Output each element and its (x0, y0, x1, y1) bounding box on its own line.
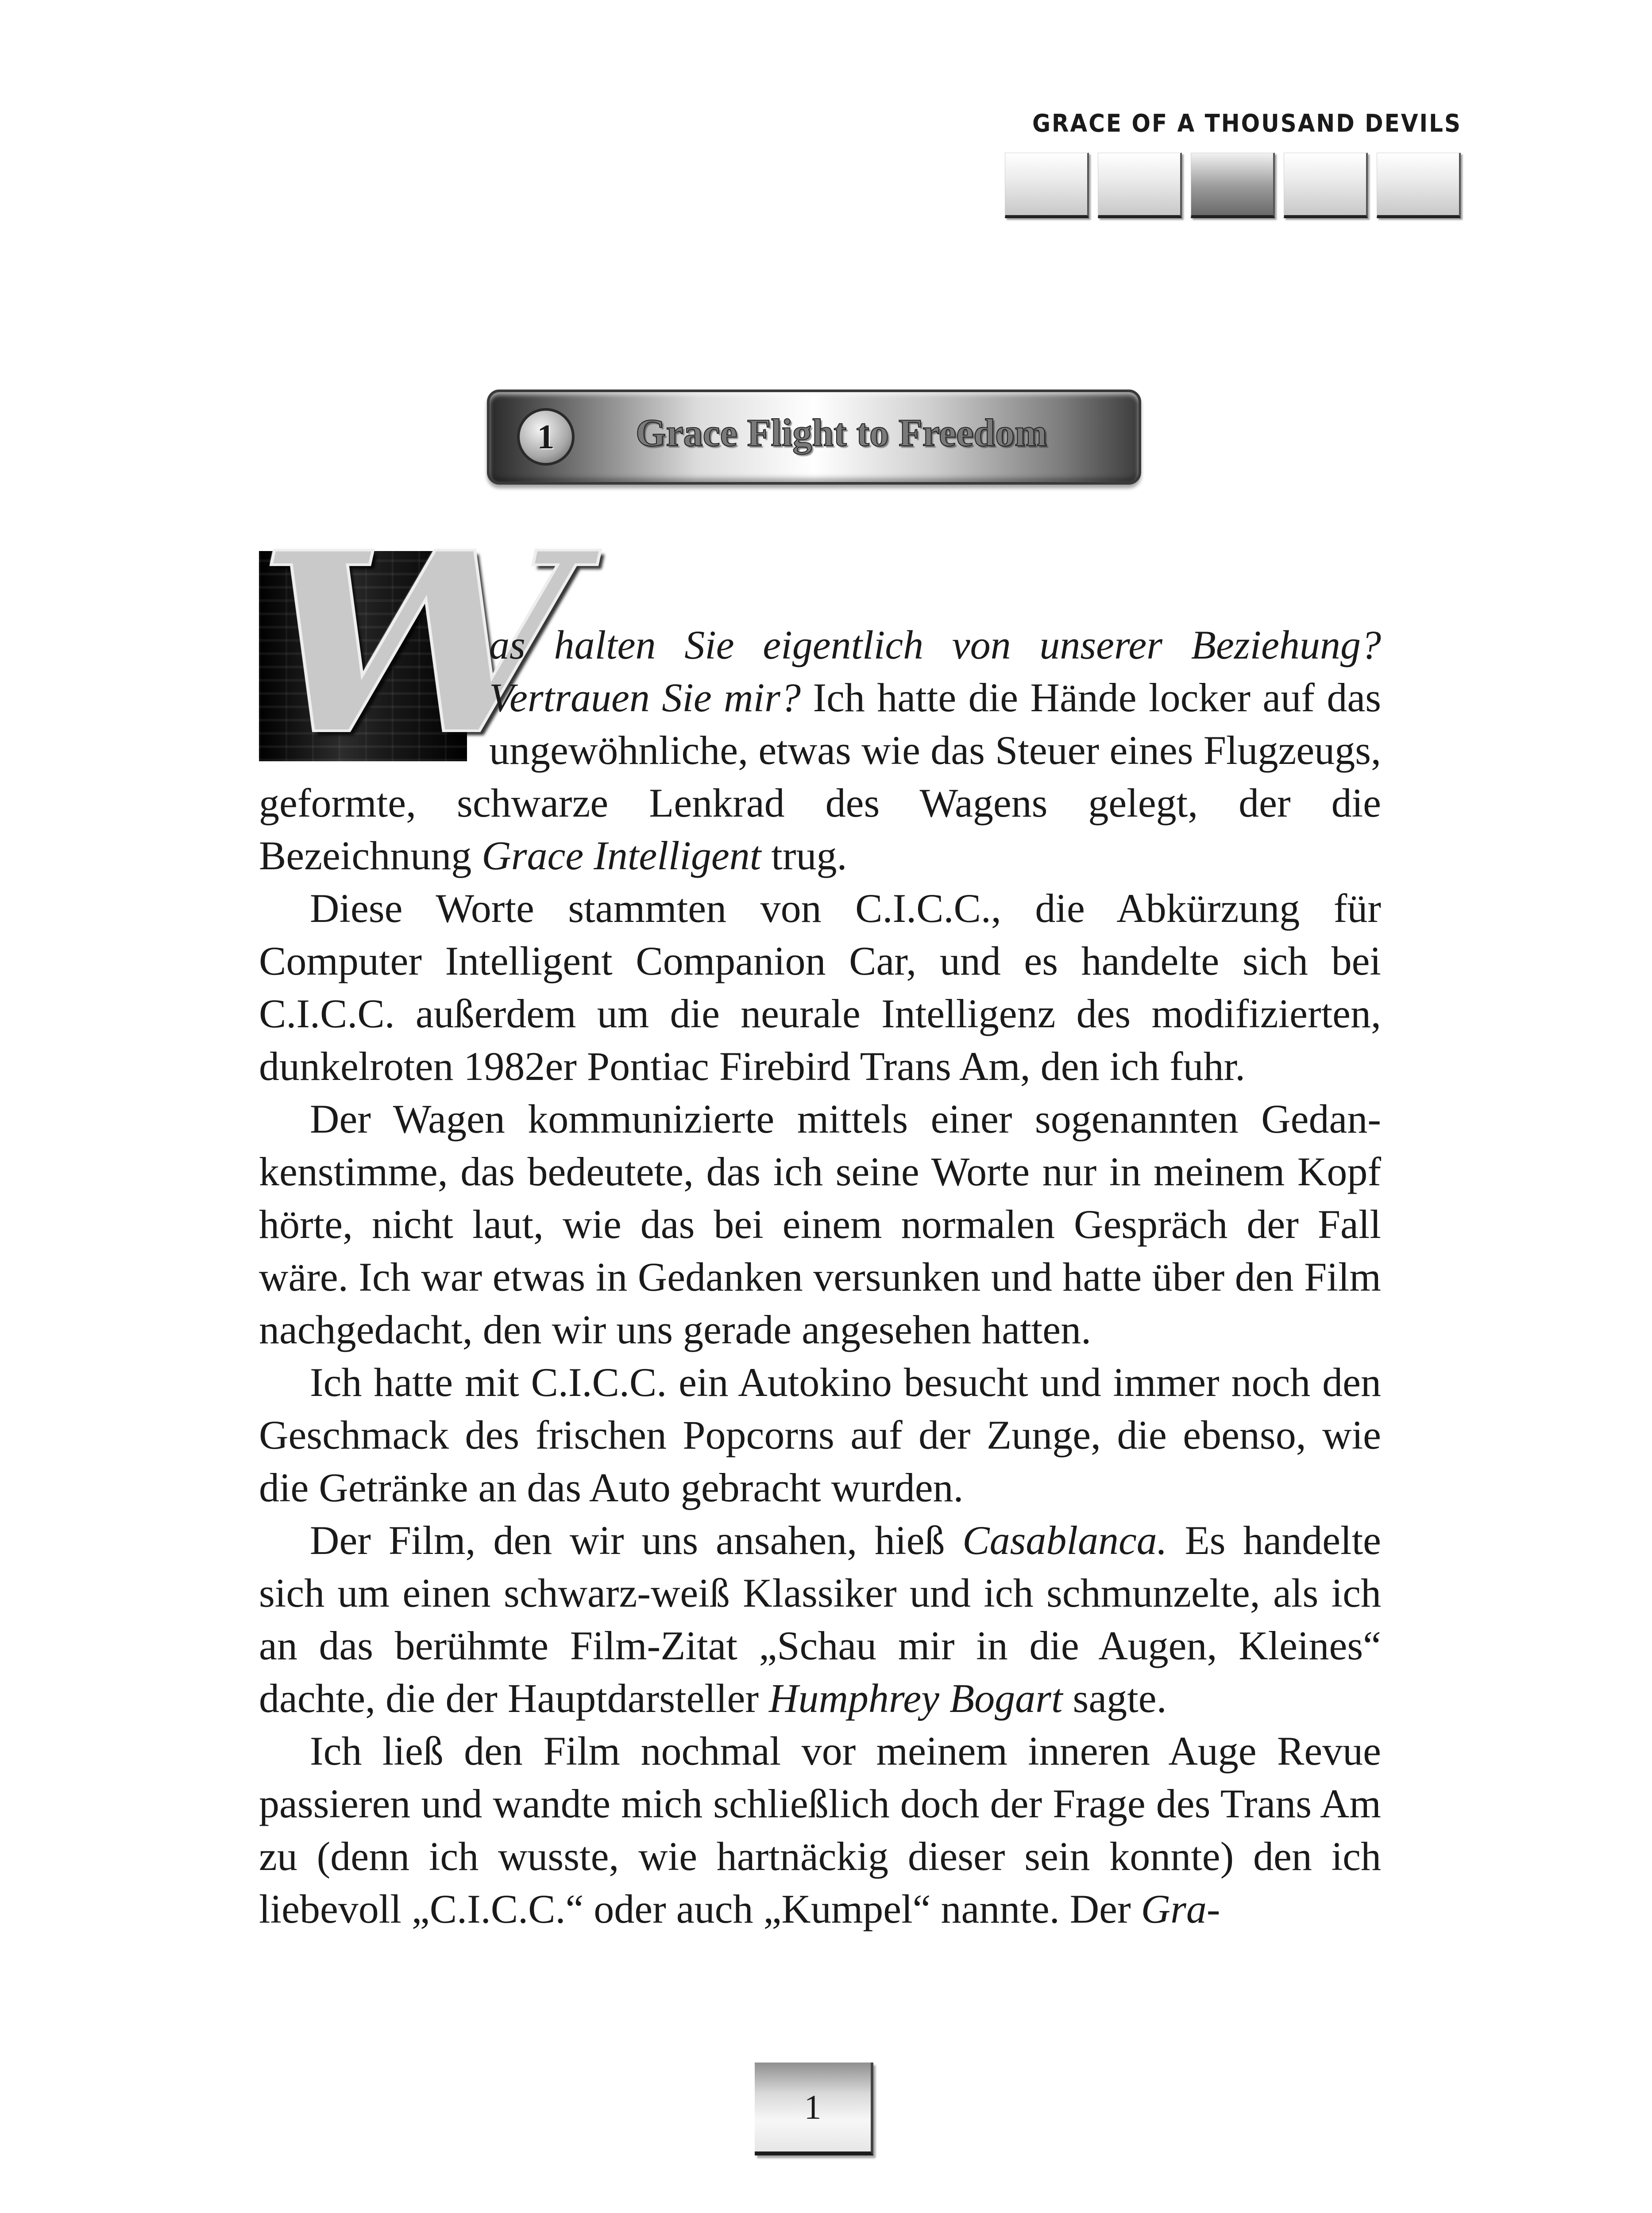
text-segment: Diese Worte stammten von C.I.C.C., die Abkürzung für Computer Intelligent Companion Car, und es handelte sich bei C.I.C.C. außerdem um die neurale Intelligenz des modifizierten, dunkelroten 1982er Pontiac Firebird Trans Am, den ich fuhr. (259, 886, 1381, 1089)
book-title: GRACE OF A THOUSAND DEVILS (1032, 109, 1462, 138)
paragraph (259, 1725, 1381, 1935)
chapter-banner (487, 389, 1141, 485)
text-segment: Es handelte sich um einen schwarz-weiß Klassiker und ich schmunzelte, als ich an das berühmte Film-Zitat „Schau mir in die Augen, Kleines“ dachte, die der Hauptdarsteller (259, 1518, 1382, 1721)
text-segment: trug. (761, 833, 847, 878)
chapter-number-badge: 1 (517, 408, 575, 466)
header-box (1377, 153, 1461, 218)
text-segment: sagte. (1062, 1676, 1167, 1721)
italic-text: Gra- (1141, 1886, 1220, 1932)
text-segment: Ich hatte mit C.I.C.C. ein Autokino besucht und immer noch den Geschmack des frischen Popcorns auf der Zunge, die ebenso, wie die Getränke an das Auto gebracht wurden. (259, 1360, 1381, 1510)
chapter-title: Grace Flight to Freedom (636, 412, 1047, 455)
header-box (1005, 153, 1089, 218)
header-box (1284, 153, 1368, 218)
paragraph (259, 1356, 1381, 1514)
header-box (1098, 153, 1182, 218)
text-segment: Der Wagen kommunizierte mittels einer sogenannten Gedankenstimme, das bedeutete, das ich seine Worte nur in meinem Kopf hörte, nicht laut, wie das bei einem normalen Gespräch der Fall wäre. Ich war etwas in Gedanken versunken und hatte über den Film nachgedacht, den wir uns gerade angesehen hatten. (259, 1096, 1381, 1352)
text-segment: Ich ließ den Film nochmal vor meinem inneren Auge Revue passieren und wandte mich schließlich doch der Frage des Trans Am zu (denn ich wusste, wie hartnäckig dieser sein konnte) den ich liebevoll „C.I.C.C.“ oder auch „Kumpel“ nannte. Der (259, 1728, 1381, 1932)
text-segment: Der Film, den wir uns ansahen, hieß (310, 1518, 963, 1563)
italic-text: Grace Intelligent (482, 833, 761, 878)
drop-cap-spacer (259, 617, 489, 763)
text-segment: Ich hatte die Hände locker auf das ungewöhnliche, etwas wie das Steuer eines Flugzeugs, geformte, schwarze Lenkrad des Wagens gelegt, der die Bezeichnung (259, 675, 1382, 878)
italic-text: Casablanca. (962, 1518, 1167, 1563)
italic-text: Humphrey Bogart (769, 1676, 1063, 1721)
header-box-active (1191, 153, 1275, 218)
italic-text: as halten Sie eigentlich von unserer Beziehung? Vertrauen Sie mir? (489, 622, 1381, 720)
chapter-body-text (259, 619, 1381, 1935)
drop-cap-letter: W (257, 498, 577, 790)
paragraph (259, 882, 1381, 1093)
header-decoration-boxes (1005, 153, 1461, 218)
paragraph (259, 1514, 1381, 1725)
page-number: 1 (755, 2063, 873, 2155)
paragraph (259, 1093, 1381, 1356)
